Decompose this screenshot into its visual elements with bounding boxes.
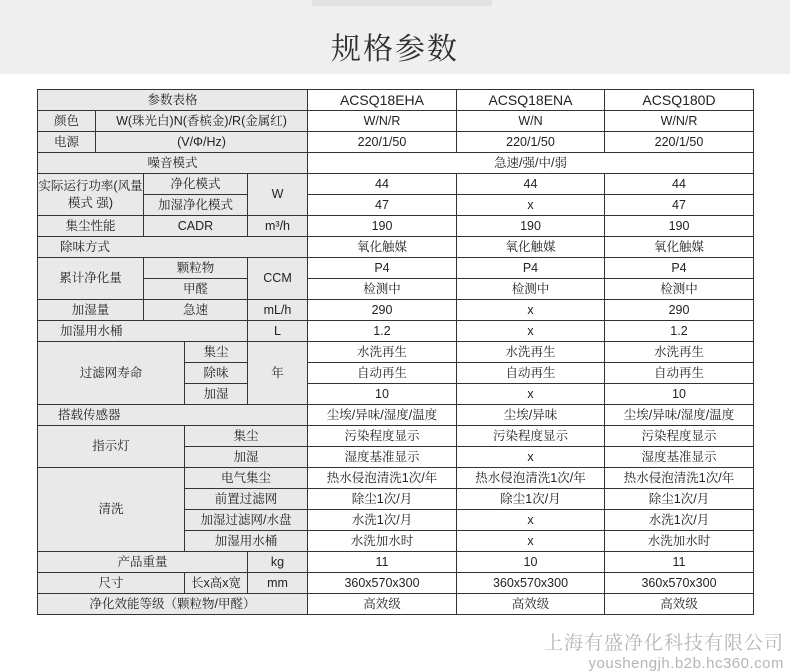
table-row xyxy=(38,195,754,216)
cell: 除尘1次/月 xyxy=(605,489,754,510)
cell: W/N/R xyxy=(605,111,754,132)
sub-label: 加湿用水桶 xyxy=(185,531,308,552)
cell: 44 xyxy=(457,174,605,195)
cell: 检测中 xyxy=(605,279,754,300)
cell: 290 xyxy=(308,300,457,321)
cell: W/N xyxy=(457,111,605,132)
cell: 污染程度显示 xyxy=(605,426,754,447)
sub-label: 集尘 xyxy=(185,342,248,363)
row-label: 加湿用水桶 xyxy=(38,321,248,342)
model-name: ACSQ18EHA xyxy=(308,90,457,111)
unit-label: mm xyxy=(248,573,308,594)
cell: 10 xyxy=(457,552,605,573)
cell: 11 xyxy=(308,552,457,573)
cell: 热水侵泡清洗1次/年 xyxy=(308,468,457,489)
cell: 氧化触媒 xyxy=(457,237,605,258)
sub-label: 长x高x宽 xyxy=(185,573,248,594)
cell: x xyxy=(457,384,605,405)
cell: 检测中 xyxy=(457,279,605,300)
cell: 除尘1次/月 xyxy=(308,489,457,510)
cell: 湿度基准显示 xyxy=(308,447,457,468)
cell: 290 xyxy=(605,300,754,321)
cell: 1.2 xyxy=(308,321,457,342)
sub-label: 急速 xyxy=(144,300,248,321)
table-header-row xyxy=(38,90,754,111)
table-row xyxy=(38,153,754,174)
table-row xyxy=(38,594,754,615)
cell: 11 xyxy=(605,552,754,573)
cell: 热水侵泡清洗1次/年 xyxy=(457,468,605,489)
cell: 360x570x300 xyxy=(605,573,754,594)
page-title: 规格参数 xyxy=(331,32,459,67)
cell: 尘埃/异味/湿度/温度 xyxy=(308,405,457,426)
table-row xyxy=(38,258,754,279)
model-name: ACSQ180D xyxy=(605,90,754,111)
cell: x xyxy=(457,510,605,531)
cell: 热水侵泡清洗1次/年 xyxy=(605,468,754,489)
row-label: 搭载传感器 xyxy=(38,405,308,426)
table-row xyxy=(38,321,754,342)
cell: 190 xyxy=(308,216,457,237)
cell: 水洗再生 xyxy=(308,342,457,363)
unit-label: W xyxy=(248,174,308,216)
table-row xyxy=(38,573,754,594)
cell: 360x570x300 xyxy=(457,573,605,594)
cell: 190 xyxy=(457,216,605,237)
cell: x xyxy=(457,195,605,216)
cell: 除尘1次/月 xyxy=(457,489,605,510)
unit-label: L xyxy=(248,321,308,342)
cell: 44 xyxy=(605,174,754,195)
cell: W/N/R xyxy=(308,111,457,132)
sub-label: 颗粒物 xyxy=(144,258,248,279)
header-label: 参数表格 xyxy=(38,90,308,111)
row-label: 除味方式 xyxy=(38,237,308,258)
cell: 自动再生 xyxy=(605,363,754,384)
cell: 水洗1次/月 xyxy=(308,510,457,531)
cell: 自动再生 xyxy=(457,363,605,384)
cell: P4 xyxy=(605,258,754,279)
row-label: 噪音模式 xyxy=(38,153,308,174)
cell: 1.2 xyxy=(605,321,754,342)
cell: P4 xyxy=(457,258,605,279)
cell: 47 xyxy=(605,195,754,216)
watermark xyxy=(544,628,784,672)
row-label: 净化效能等级（颗粒物/甲醛） xyxy=(38,594,308,615)
table-row xyxy=(38,426,754,447)
cell: 220/1/50 xyxy=(457,132,605,153)
cell: 自动再生 xyxy=(308,363,457,384)
cell: 水洗再生 xyxy=(457,342,605,363)
cell: 360x570x300 xyxy=(308,573,457,594)
cell: 水洗再生 xyxy=(605,342,754,363)
spec-table xyxy=(37,89,754,615)
table-row xyxy=(38,111,754,132)
row-label: 产品重量 xyxy=(38,552,248,573)
cell: 47 xyxy=(308,195,457,216)
table-row xyxy=(38,405,754,426)
cell: 尘埃/异味/湿度/温度 xyxy=(605,405,754,426)
cell: 急速/强/中/弱 xyxy=(308,153,754,174)
row-label: 集尘性能 xyxy=(38,216,144,237)
table-row xyxy=(38,174,754,195)
unit-label: kg xyxy=(248,552,308,573)
row-desc: W(珠光白)N(香槟金)/R(金属红) xyxy=(96,111,308,132)
sub-label: 电气集尘 xyxy=(185,468,308,489)
cell: 220/1/50 xyxy=(308,132,457,153)
unit-label: mL/h xyxy=(248,300,308,321)
cell: 氧化触媒 xyxy=(308,237,457,258)
row-label: 清洗 xyxy=(38,468,185,552)
cell: 10 xyxy=(308,384,457,405)
cell: 44 xyxy=(308,174,457,195)
sub-label: CADR xyxy=(144,216,248,237)
table-row xyxy=(38,216,754,237)
sub-label: 前置过滤网 xyxy=(185,489,308,510)
cell: 氧化触媒 xyxy=(605,237,754,258)
unit-label: 年 xyxy=(248,342,308,405)
cell: 湿度基准显示 xyxy=(605,447,754,468)
cell: 10 xyxy=(605,384,754,405)
cell: 190 xyxy=(605,216,754,237)
row-label: 指示灯 xyxy=(38,426,185,468)
table-row xyxy=(38,552,754,573)
table-row xyxy=(38,279,754,300)
sub-label: 加湿过滤网/水盘 xyxy=(185,510,308,531)
cell: 污染程度显示 xyxy=(308,426,457,447)
cell: 水洗加水时 xyxy=(605,531,754,552)
sub-label: 净化模式 xyxy=(144,174,248,195)
cell: x xyxy=(457,300,605,321)
cell: 尘埃/异味 xyxy=(457,405,605,426)
cell: 高效级 xyxy=(457,594,605,615)
sub-label: 甲醛 xyxy=(144,279,248,300)
row-label: 尺寸 xyxy=(38,573,185,594)
cell: P4 xyxy=(308,258,457,279)
row-label: 实际运行功率(风量模式 强) xyxy=(38,174,144,216)
cell: x xyxy=(457,321,605,342)
sub-label: 加湿 xyxy=(185,447,308,468)
row-label: 电源 xyxy=(38,132,96,153)
cell: 污染程度显示 xyxy=(457,426,605,447)
sub-label: 加湿 xyxy=(185,384,248,405)
watermark-url: youshengjh.b2b.hc360.com xyxy=(588,655,784,672)
cell: 水洗1次/月 xyxy=(605,510,754,531)
table-row xyxy=(38,132,754,153)
model-name: ACSQ18ENA xyxy=(457,90,605,111)
cell: 检测中 xyxy=(308,279,457,300)
watermark-company: 上海有盛净化科技有限公司 xyxy=(543,632,784,654)
table-row xyxy=(38,300,754,321)
cell: x xyxy=(457,447,605,468)
row-label: 累计净化量 xyxy=(38,258,144,300)
row-label: 过滤网寿命 xyxy=(38,342,185,405)
sub-label: 加湿净化模式 xyxy=(144,195,248,216)
sub-label: 集尘 xyxy=(185,426,308,447)
table-row xyxy=(38,342,754,363)
cell: 高效级 xyxy=(308,594,457,615)
table-row xyxy=(38,468,754,489)
table-row xyxy=(38,237,754,258)
unit-label: m³/h xyxy=(248,216,308,237)
unit-label: CCM xyxy=(248,258,308,300)
row-unit: (V/Φ/Hz) xyxy=(96,132,308,153)
page-header xyxy=(0,0,790,74)
header-decoration xyxy=(312,0,492,6)
cell: 220/1/50 xyxy=(605,132,754,153)
sub-label: 除味 xyxy=(185,363,248,384)
cell: 水洗加水时 xyxy=(308,531,457,552)
row-label: 加湿量 xyxy=(38,300,144,321)
row-label: 颜色 xyxy=(38,111,96,132)
cell: 高效级 xyxy=(605,594,754,615)
cell: x xyxy=(457,531,605,552)
